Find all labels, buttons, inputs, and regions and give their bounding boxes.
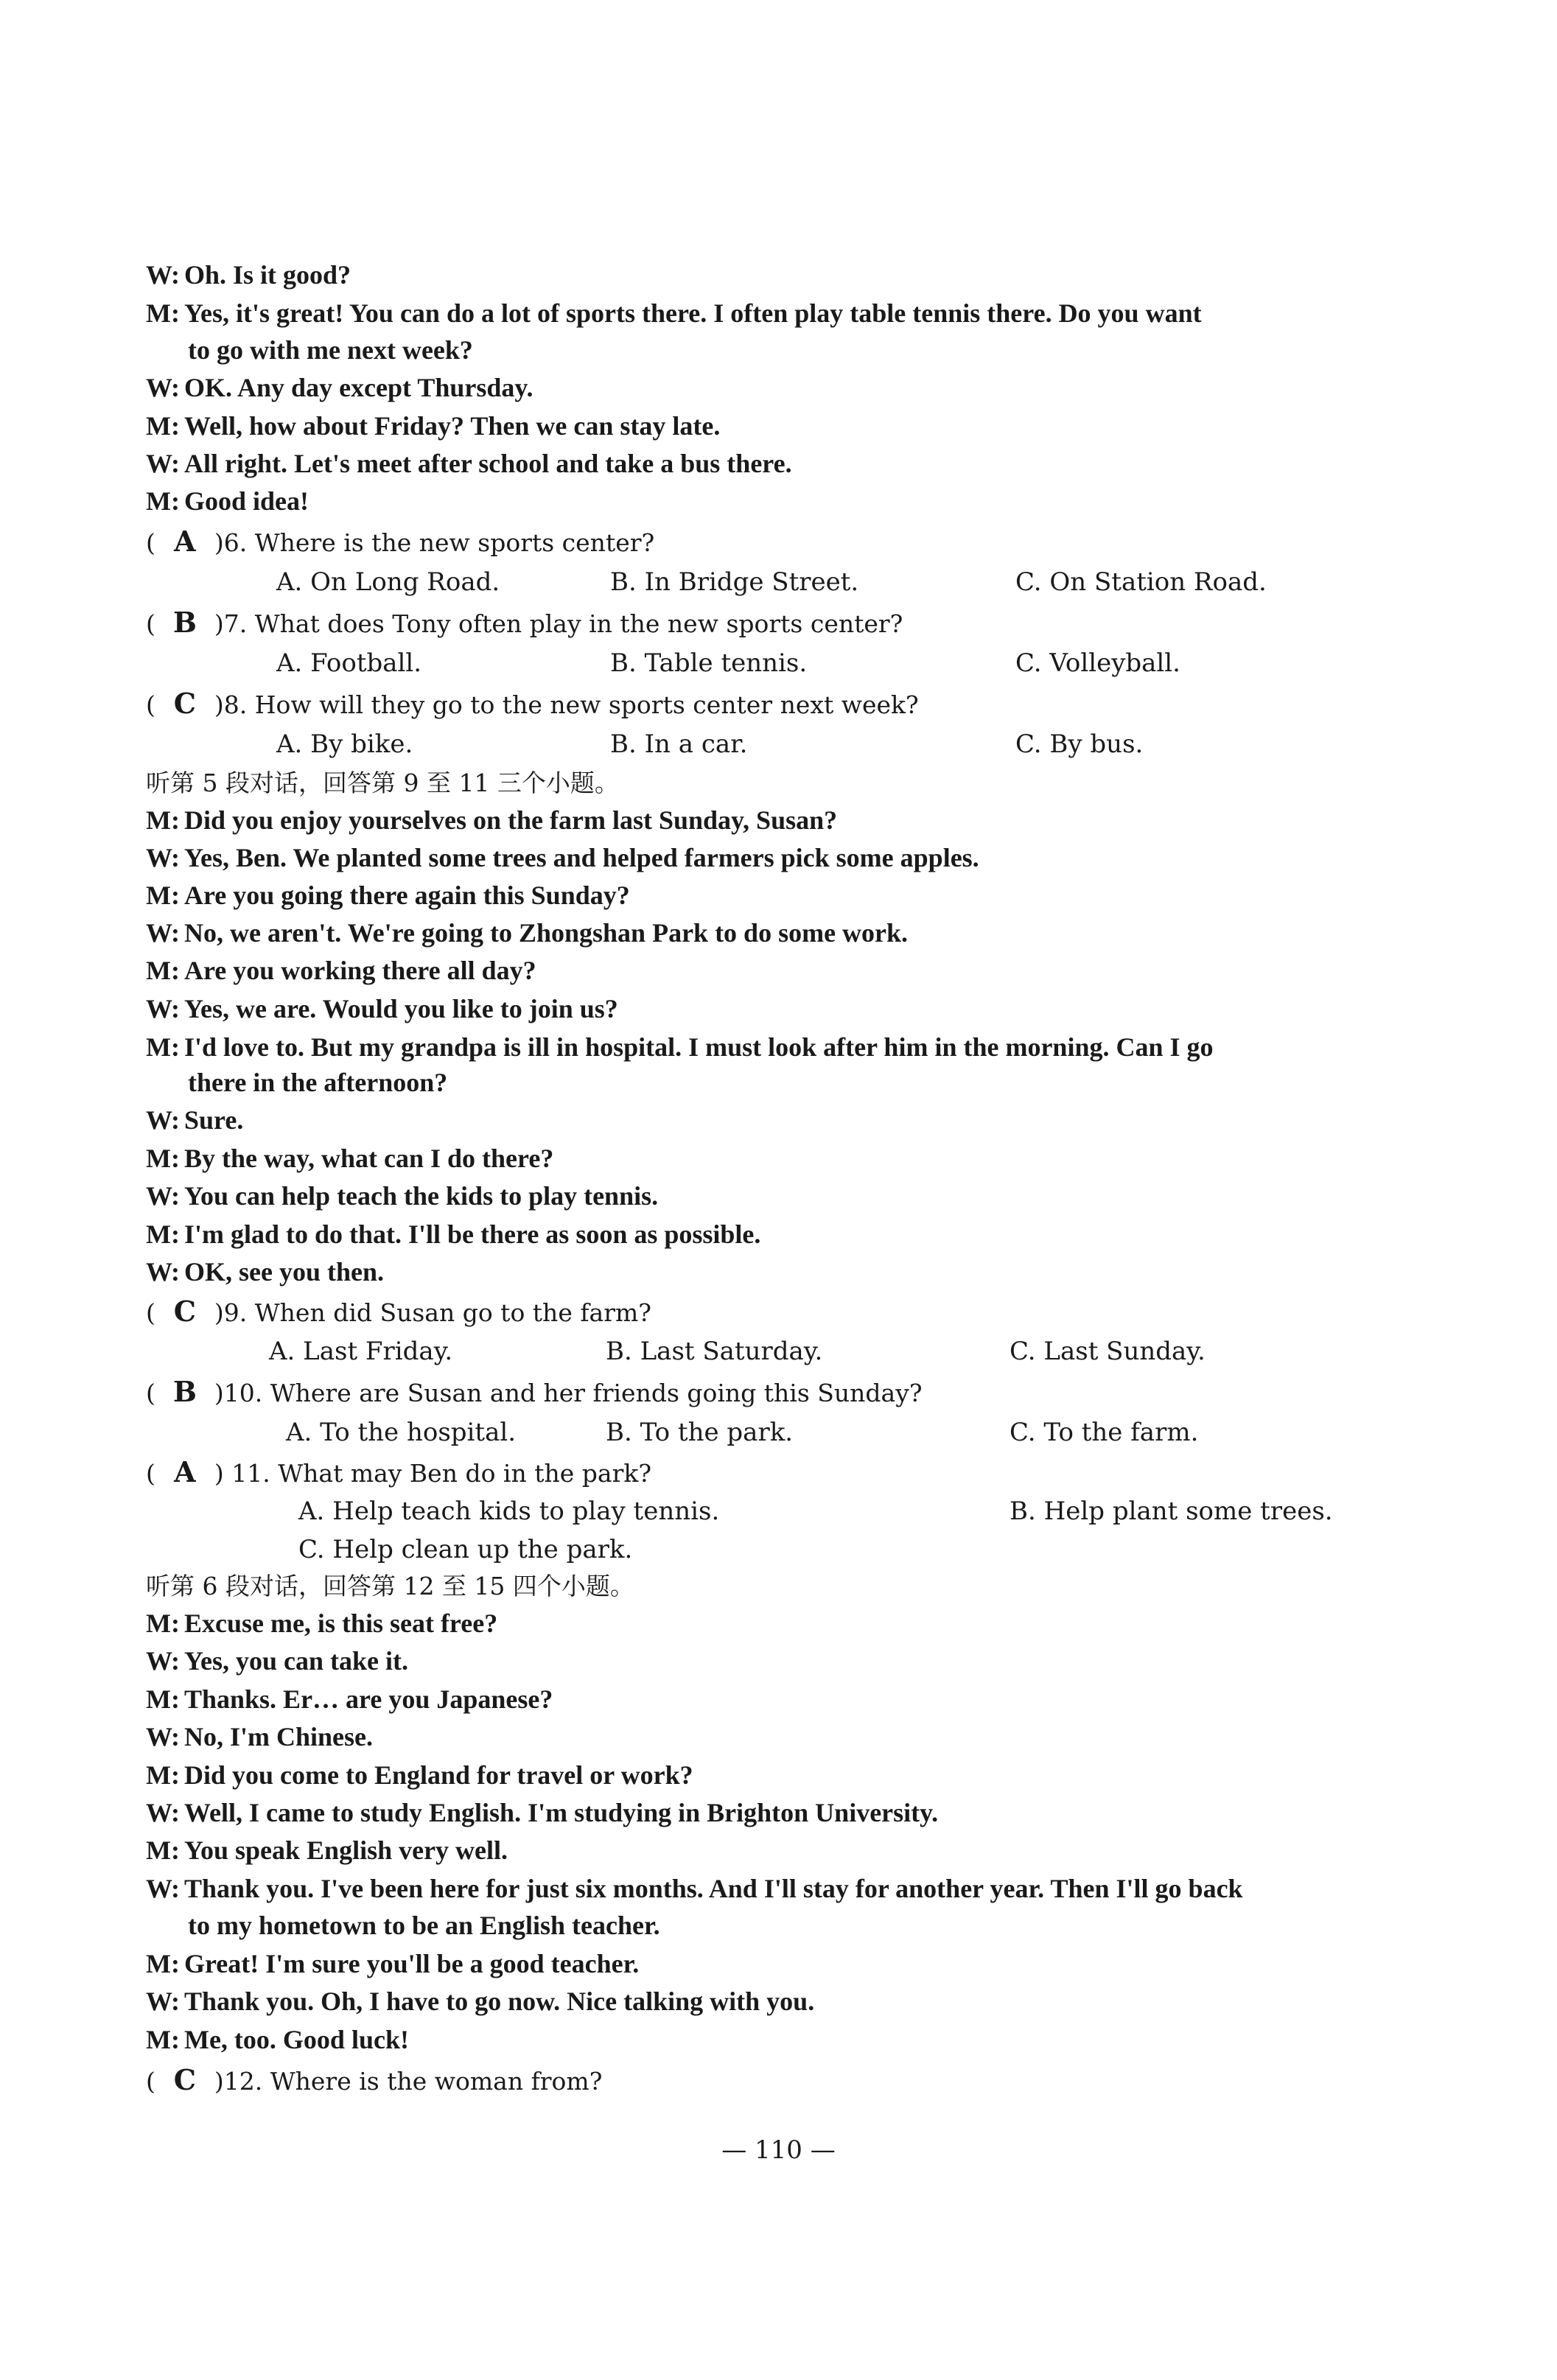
option-c: C. Last Sunday. [1010,1337,1206,1366]
option-c: C. Help clean up the park. [298,1535,633,1564]
option-c: C. Volleyball. [1015,648,1180,678]
option-b: B. In a car. [610,729,748,759]
dialogue-line: M: Excuse me, is this seat free? [146,1609,498,1638]
option-a: A. Football. [276,648,422,678]
answer-letter: B [172,606,197,639]
dialogue-line-continued: there in the afternoon? [188,1068,448,1097]
answer-letter: C [173,2063,196,2096]
dialogue-line: W: No, I'm Chinese. [146,1722,374,1751]
section-5-heading: 听第 5 段对话，回答第 9 至 11 三个小题。 [146,769,619,797]
dialogue-line-continued: to go with me next week? [188,335,473,365]
question-8: ( C )8. How will they go to the new sports center next week? [146,687,919,720]
dialogue-line: W: Yes, we are. Would you like to join us? [146,994,618,1023]
dialogue-line: W: Thank you. I've been here for just six months. And I'll stay for another year. Then I'll go back [146,1874,1243,1903]
answer-letter: B [172,1375,197,1408]
option-c: C. To the farm. [1010,1418,1199,1447]
dialogue-line: M: Me, too. Good luck! [146,2025,409,2054]
answer-letter: C [173,687,196,720]
dialogue-line: M: Are you going there again this Sunday? [146,881,630,910]
dialogue-line: W: Yes, you can take it. [146,1646,409,1676]
dialogue-line: W: Well, I came to study English. I'm studying in Brighton University. [146,1798,939,1827]
question-9: ( C )9. When did Susan go to the farm? [146,1295,651,1328]
dialogue-line: M: I'd love to. But my grandpa is ill in hospital. I must look after him in the morning. Can I go [146,1032,1214,1062]
dialogue-line: W: All right. Let's meet after school and take a bus there. [146,449,792,478]
dialogue-line: M: I'm glad to do that. I'll be there as soon as possible. [146,1219,761,1249]
dialogue-line: M: Are you working there all day? [146,956,536,985]
dialogue-line: W: Sure. [146,1105,244,1135]
dialogue-line: W: Yes, Ben. We planted some trees and helped farmers pick some apples. [146,843,979,872]
option-a: A. Last Friday. [269,1337,453,1366]
answer-letter: A [174,1455,196,1488]
dialogue-line: M: By the way, what can I do there? [146,1144,554,1173]
question-7: ( B )7. What does Tony often play in the new sports center? [146,606,903,639]
dialogue-line: W: No, we aren't. We're going to Zhongshan Park to do some work. [146,918,909,948]
option-c: C. On Station Road. [1015,567,1267,597]
dialogue-line: M: Did you enjoy yourselves on the farm last Sunday, Susan? [146,805,838,835]
answer-letter: C [173,1295,196,1328]
option-a: A. By bike. [276,729,413,759]
dialogue-line: W: OK, see you then. [146,1257,385,1287]
question-10: ( B )10. Where are Susan and her friends going this Sunday? [146,1375,923,1408]
question-6: ( A )6. Where is the new sports center? [146,525,655,558]
dialogue-line: W: Thank you. Oh, I have to go now. Nice talking with you. [146,1987,815,2016]
page-number: — 110 — [721,2135,836,2165]
question-11: ( A ) 11. What may Ben do in the park? [146,1455,652,1488]
option-b: B. In Bridge Street. [610,567,859,597]
option-c: C. By bus. [1015,729,1144,759]
option-a: A. On Long Road. [276,567,500,597]
dialogue-line-continued: to my hometown to be an English teacher. [188,1911,660,1940]
dialogue-line: W: OK. Any day except Thursday. [146,373,533,402]
dialogue-line: W: You can help teach the kids to play tennis. [146,1181,659,1211]
dialogue-line: M: Did you come to England for travel or work? [146,1760,693,1790]
option-a: A. Help teach kids to play tennis. [298,1497,720,1526]
option-b: B. Help plant some trees. [1010,1497,1333,1526]
option-b: B. Table tennis. [610,648,808,678]
dialogue-line: M: Good idea! [146,486,309,516]
section-6-heading: 听第 6 段对话，回答第 12 至 15 四个小题。 [146,1572,634,1600]
dialogue-line: M: You speak English very well. [146,1835,508,1865]
dialogue-line: M: Well, how about Friday? Then we can stay late. [146,411,721,441]
option-b: B. To the park. [606,1418,794,1447]
dialogue-line: M: Great! I'm sure you'll be a good teacher. [146,1949,640,1978]
dialogue-line: M: Thanks. Er… are you Japanese? [146,1684,553,1714]
answer-letter: A [174,525,196,558]
option-b: B. Last Saturday. [606,1337,823,1366]
option-a: A. To the hospital. [286,1418,517,1447]
dialogue-line: W: Oh. Is it good? [146,260,351,290]
dialogue-line: M: Yes, it's great! You can do a lot of sports there. I often play table tennis there. Do you want [146,298,1202,328]
question-12: ( C )12. Where is the woman from? [146,2063,603,2096]
